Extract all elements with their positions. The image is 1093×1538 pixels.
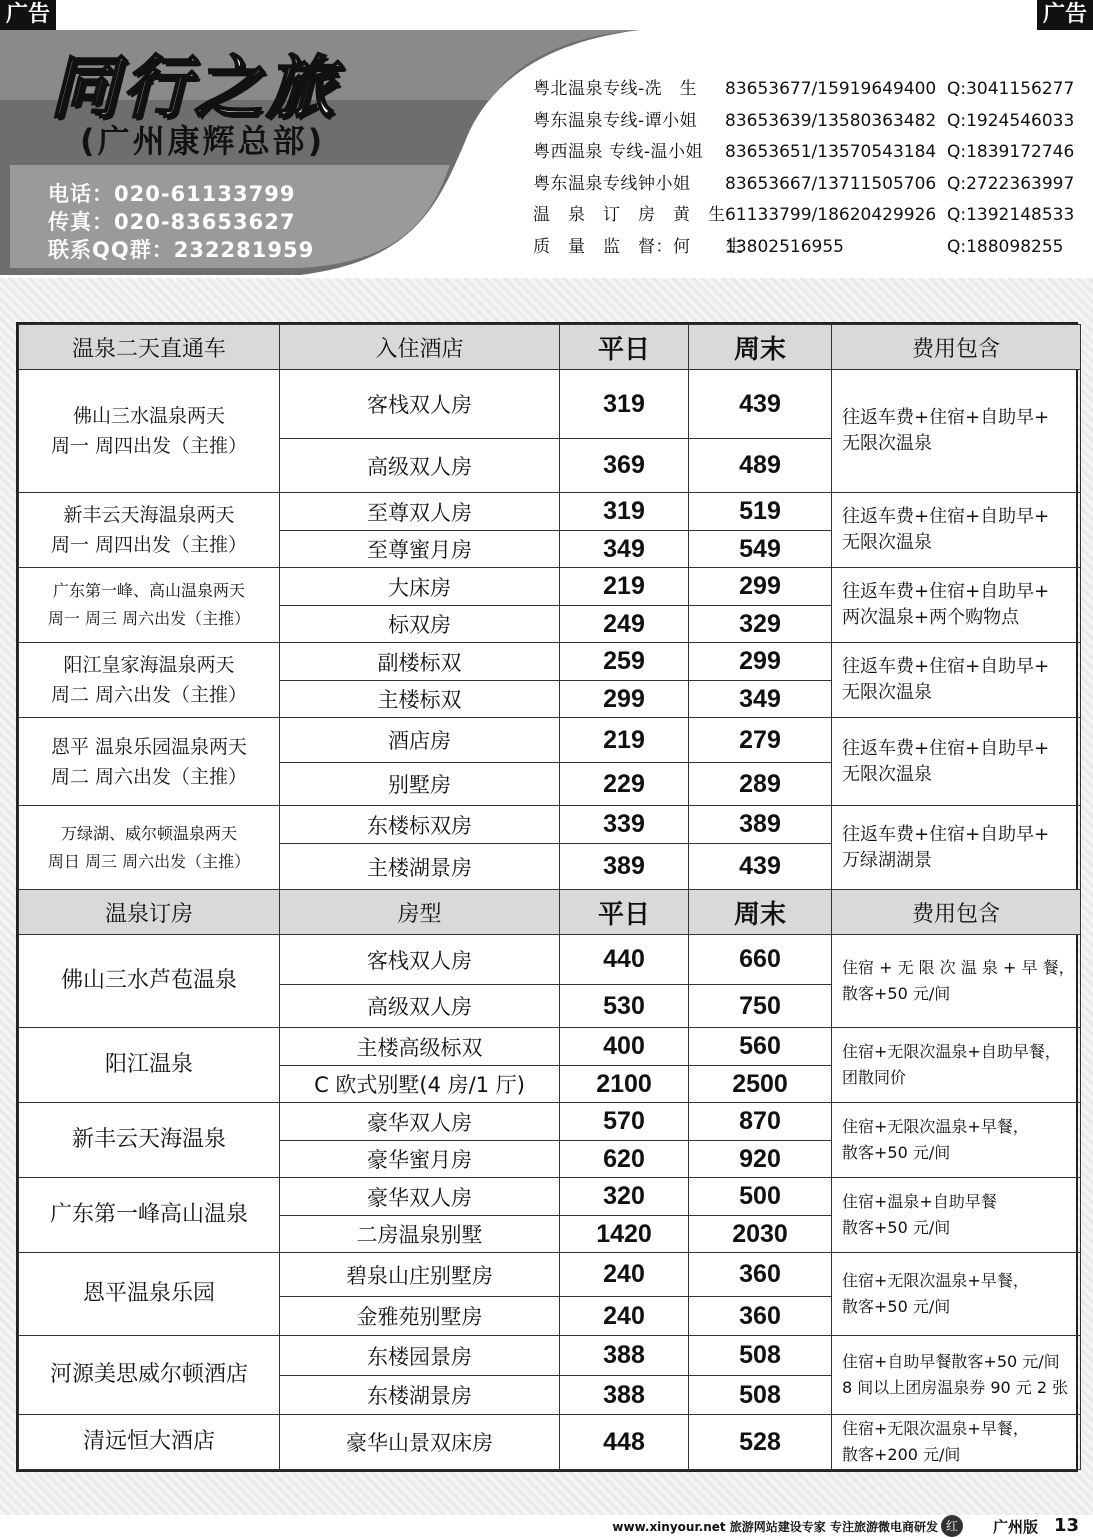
table-row (19, 1415, 1081, 1470)
qq-group-line: 联系QQ群：232281959 (48, 238, 315, 262)
weekend-price: 870 (689, 1103, 832, 1141)
ad-tag-right: 广告 (1037, 0, 1093, 30)
route-name-line: 恩平 温泉乐园温泉两天 (50, 735, 248, 758)
includes-line: 无限次温泉 (842, 763, 932, 785)
weekend-price: 750 (689, 985, 832, 1028)
weekend-price: 560 (689, 1028, 832, 1066)
table-row (19, 806, 1081, 844)
weekday-price: 219 (560, 568, 689, 606)
weekday-price: 349 (560, 531, 689, 568)
table-row (19, 568, 1081, 606)
header-weekend: 周末 (689, 325, 832, 370)
header-room: 入住酒店 (280, 325, 560, 370)
weekday-price: 389 (560, 844, 689, 890)
hotline-row (533, 137, 1078, 169)
weekday-price: 369 (560, 439, 689, 493)
table-row (19, 493, 1081, 531)
weekday-price: 530 (560, 985, 689, 1028)
weekday-price: 319 (560, 370, 689, 439)
footer-text: www.xinyour.net 旅游网站建设专家 专注旅游微电商研发 (612, 1520, 938, 1534)
table-row (19, 718, 1081, 763)
hotline-qq: Q:1392148533 (947, 205, 1075, 225)
hotline-row (533, 232, 1078, 264)
table-row (19, 1178, 1081, 1216)
includes-line: 8 间以上团房温泉券 90 元 2 张 (842, 1378, 1069, 1397)
route-name-line: 周二 周六出发（主推） (50, 765, 248, 788)
weekday-price: 448 (560, 1415, 689, 1470)
weekend-price: 439 (689, 844, 832, 890)
hotline-row (533, 74, 1078, 106)
includes-line: 无限次温泉 (842, 532, 932, 553)
room-type: 豪华双人房 (280, 1103, 560, 1141)
includes-cell (832, 935, 1081, 1028)
hotline-qq: Q:1924546033 (947, 110, 1075, 131)
price-table (16, 322, 1078, 1472)
ad-tag-left: 广告 (0, 0, 56, 30)
includes-cell (832, 1178, 1081, 1253)
includes-cell (832, 1336, 1081, 1415)
room-type: 东楼湖景房 (280, 1376, 560, 1415)
weekday-price: 620 (560, 1141, 689, 1178)
hotline-phone: 83653677/15919649400 (725, 79, 937, 99)
hotline-phone: 83653639/13580363482 (725, 110, 937, 131)
room-type: 副楼标双 (280, 643, 560, 681)
weekend-price: 500 (689, 1178, 832, 1216)
includes-line: 往返车费+住宿+自助早+ (842, 407, 1050, 428)
hotline-row (533, 169, 1078, 201)
hotline-qq: Q:3041156277 (947, 79, 1075, 99)
header-weekday: 平日 (560, 890, 689, 935)
weekend-price: 299 (689, 568, 832, 606)
hotline-qq: Q:1839172746 (947, 142, 1075, 162)
weekday-price: 259 (560, 643, 689, 681)
table-row (19, 643, 1081, 681)
room-type: 东楼园景房 (280, 1336, 560, 1376)
room-type: 东楼标双房 (280, 806, 560, 844)
route-name-line: 周一 周四出发（主推） (50, 534, 248, 556)
phone-line: 电话：020-61133799 (48, 182, 296, 206)
includes-line: 住宿 + 无 限 次 温 泉 + 早 餐， (842, 958, 1075, 977)
hotline-name: 粤东温泉专线-谭小姐 (533, 110, 698, 131)
weekend-price: 519 (689, 493, 832, 531)
weekday-price: 400 (560, 1028, 689, 1066)
table-row (19, 370, 1081, 439)
route-name: 阳江温泉 (19, 1028, 280, 1103)
room-type: 酒店房 (280, 718, 560, 763)
route-name: 河源美思威尔顿酒店 (19, 1336, 280, 1415)
room-type: 豪华蜜月房 (280, 1141, 560, 1178)
table-header-row (19, 890, 1081, 935)
room-type: 豪华山景双床房 (280, 1415, 560, 1470)
header-includes: 费用包含 (832, 325, 1081, 370)
weekday-price: 339 (560, 806, 689, 844)
weekend-price: 329 (689, 606, 832, 643)
weekend-price: 508 (689, 1336, 832, 1376)
includes-cell (832, 1253, 1081, 1336)
includes-line: 住宿+无限次温泉+早餐， (842, 1419, 1029, 1438)
includes-line: 住宿+温泉+自助早餐 (842, 1192, 997, 1211)
includes-line: 散客+50 元/间 (842, 1297, 951, 1316)
room-type: 碧泉山庄别墅房 (280, 1253, 560, 1297)
room-type: 主楼标双 (280, 681, 560, 718)
weekday-price: 570 (560, 1103, 689, 1141)
weekend-price: 2500 (689, 1066, 832, 1103)
includes-line: 往返车费+住宿+自助早+ (842, 823, 1050, 845)
includes-line: 散客+50 元/间 (842, 984, 951, 1003)
route-name: 佛山三水芦苞温泉 (19, 935, 280, 1028)
brand-title: 同行之旅 (50, 49, 339, 128)
route-name: 广东第一峰高山温泉 (19, 1178, 280, 1253)
weekend-price: 279 (689, 718, 832, 763)
route-name (19, 370, 280, 493)
header-includes: 费用包含 (832, 890, 1081, 935)
weekday-price: 388 (560, 1336, 689, 1376)
route-name (19, 718, 280, 806)
weekday-price: 219 (560, 718, 689, 763)
includes-line: 往返车费+住宿+自助早+ (842, 656, 1050, 677)
route-name (19, 643, 280, 718)
room-type: 金雅苑别墅房 (280, 1297, 560, 1336)
includes-cell (832, 370, 1081, 493)
weekend-price: 489 (689, 439, 832, 493)
includes-cell (832, 568, 1081, 643)
route-name-line: 佛山三水温泉两天 (72, 405, 225, 427)
weekday-price: 319 (560, 493, 689, 531)
hotline-name: 温 泉 订 房 黄 生 (533, 205, 726, 225)
room-type: C 欧式别墅(4 房/1 厅) (280, 1066, 560, 1103)
weekday-price: 299 (560, 681, 689, 718)
hotline-name: 质 量 监 督：何 生 (533, 236, 743, 257)
header-room: 房型 (280, 890, 560, 935)
page-number: 13 (1053, 1515, 1079, 1536)
header-category: 温泉订房 (19, 890, 280, 935)
room-type: 高级双人房 (280, 985, 560, 1028)
header-category: 温泉二天直通车 (19, 325, 280, 370)
weekend-price: 920 (689, 1141, 832, 1178)
hotline-phone: 61133799/18620429926 (725, 205, 937, 225)
footer-edition: 广州版 (992, 1518, 1038, 1536)
room-type: 主楼高级标双 (280, 1028, 560, 1066)
weekday-price: 229 (560, 763, 689, 806)
weekend-price: 2030 (689, 1216, 832, 1253)
header-weekend: 周末 (689, 890, 832, 935)
route-name-line: 广东第一峰、高山温泉两天 (52, 581, 245, 600)
header-weekday: 平日 (560, 325, 689, 370)
contact-block (48, 180, 314, 264)
route-name-line: 阳江皇家海温泉两天 (63, 654, 235, 676)
hotline-phone: 13802516955 (725, 236, 844, 257)
route-name-line: 周二 周六出发（主推） (50, 684, 248, 706)
weekend-price: 508 (689, 1376, 832, 1415)
room-type: 客栈双人房 (280, 370, 560, 439)
hotline-qq: Q:2722363997 (947, 173, 1075, 194)
room-type: 高级双人房 (280, 439, 560, 493)
weekend-price: 660 (689, 935, 832, 985)
hotline-name: 粤西温泉 专线-温小姐 (533, 142, 704, 162)
footer (0, 1515, 1093, 1538)
includes-line: 无限次温泉 (842, 682, 932, 703)
includes-line: 住宿+无限次温泉+早餐， (842, 1117, 1029, 1136)
weekend-price: 389 (689, 806, 832, 844)
includes-cell (832, 643, 1081, 718)
route-name-line: 周一 周三 周六出发（主推） (47, 609, 251, 628)
route-name (19, 493, 280, 568)
table-row (19, 935, 1081, 985)
brand-subtitle: (广州康辉总部) (80, 122, 326, 160)
includes-line: 散客+50 元/间 (842, 1143, 951, 1162)
room-type: 客栈双人房 (280, 935, 560, 985)
hotline-row (533, 200, 1078, 232)
includes-line: 住宿+无限次温泉+早餐， (842, 1271, 1029, 1290)
weekday-price: 249 (560, 606, 689, 643)
includes-cell (832, 1028, 1081, 1103)
room-type: 至尊蜜月房 (280, 531, 560, 568)
room-type: 别墅房 (280, 763, 560, 806)
includes-line: 团散同价 (842, 1068, 907, 1087)
weekend-price: 289 (689, 763, 832, 806)
weekday-price: 240 (560, 1253, 689, 1297)
footer-logo: 红 (941, 1515, 963, 1537)
hotline-name: 粤北温泉专线-冼 生 (533, 79, 698, 99)
hotline-row (533, 106, 1078, 138)
hotline-phone: 83653651/13570543184 (725, 142, 937, 162)
route-name: 清远恒大酒店 (19, 1415, 280, 1470)
route-name-line: 周日 周三 周六出发（主推） (47, 851, 251, 871)
room-type: 二房温泉别墅 (280, 1216, 560, 1253)
weekday-price: 1420 (560, 1216, 689, 1253)
weekend-price: 549 (689, 531, 832, 568)
table-row (19, 1028, 1081, 1066)
room-type: 标双房 (280, 606, 560, 643)
route-name (19, 806, 280, 890)
route-name-line: 万绿湖、威尔顿温泉两天 (60, 823, 237, 843)
weekend-price: 360 (689, 1253, 832, 1297)
weekday-price: 2100 (560, 1066, 689, 1103)
includes-line: 住宿+自助早餐散客+50 元/间 (842, 1352, 1060, 1371)
hotline-list (533, 74, 1078, 263)
route-name-line: 周一 周四出发（主推） (50, 435, 248, 457)
includes-cell (832, 1103, 1081, 1178)
hotline-phone: 83653667/13711505706 (725, 173, 937, 194)
includes-line: 往返车费+住宿+自助早+ (842, 737, 1050, 759)
includes-line: 住宿+无限次温泉+自助早餐， (842, 1042, 1061, 1061)
weekend-price: 349 (689, 681, 832, 718)
weekend-price: 528 (689, 1415, 832, 1470)
table-row (19, 1103, 1081, 1141)
hotline-name: 粤东温泉专线钟小姐 (533, 173, 691, 194)
room-type: 至尊双人房 (280, 493, 560, 531)
hotline-qq: Q:188098255 (947, 236, 1064, 257)
includes-line: 无限次温泉 (842, 433, 932, 454)
includes-cell (832, 806, 1081, 890)
room-type: 主楼湖景房 (280, 844, 560, 890)
weekday-price: 440 (560, 935, 689, 985)
table-row (19, 1336, 1081, 1376)
includes-line: 两次温泉+两个购物点 (842, 607, 1020, 628)
route-name-line: 新丰云天海温泉两天 (63, 504, 235, 526)
includes-line: 往返车费+住宿+自助早+ (842, 506, 1050, 527)
includes-line: 散客+200 元/间 (842, 1445, 961, 1464)
route-name: 恩平温泉乐园 (19, 1253, 280, 1336)
weekday-price: 320 (560, 1178, 689, 1216)
includes-cell (832, 1415, 1081, 1470)
table-header-row (19, 325, 1081, 370)
room-type: 大床房 (280, 568, 560, 606)
includes-line: 万绿湖湖景 (842, 849, 932, 871)
table-row (19, 1253, 1081, 1297)
fax-line: 传真：020-83653627 (48, 210, 296, 234)
route-name (19, 568, 280, 643)
room-type: 豪华双人房 (280, 1178, 560, 1216)
includes-cell (832, 718, 1081, 806)
route-name: 新丰云天海温泉 (19, 1103, 280, 1178)
includes-cell (832, 493, 1081, 568)
weekend-price: 299 (689, 643, 832, 681)
weekend-price: 360 (689, 1297, 832, 1336)
weekday-price: 388 (560, 1376, 689, 1415)
weekend-price: 439 (689, 370, 832, 439)
weekday-price: 240 (560, 1297, 689, 1336)
includes-line: 往返车费+住宿+自助早+ (842, 581, 1050, 602)
includes-line: 散客+50 元/间 (842, 1218, 951, 1237)
